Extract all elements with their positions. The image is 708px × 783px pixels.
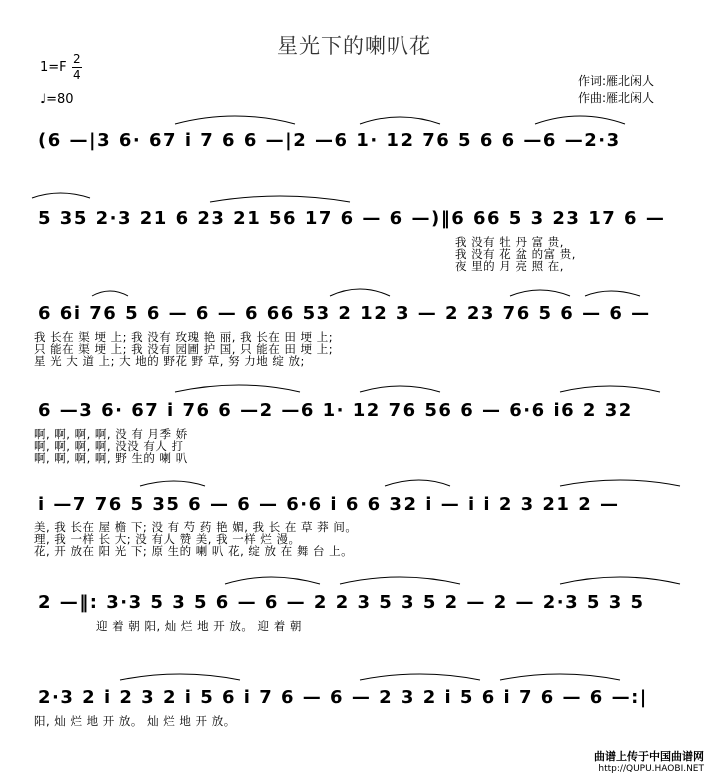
lyric-row-2-line-3: 夜 里的 月 亮 照 在,: [455, 259, 564, 273]
notation-row-6: 2 —‖: 3·3 5 3 5 6 — 6 — 2 2 3 5 3 5 2 — 2 — 2·3 5 3 5: [38, 592, 645, 613]
lyric-row-3-line-2: 只 能在 渠 埂 上; 我 没有 园圃 护 国, 只 能在 田 埂 上;: [34, 342, 334, 356]
lyric-row-4-line-2: 啊, 啊, 啊, 啊, 没没 有人 打: [34, 439, 184, 453]
lyric-row-4-line-3: 啊, 啊, 啊, 啊, 野 生的 喇 叭: [34, 451, 188, 465]
lyricist: 作词:雁北闲人: [578, 74, 655, 88]
notation-row-4: 6 —3 6· 67 i 76 6 —2 —6 1· 12 76 56 6 — 6·6 i6 2 32: [38, 400, 633, 421]
notation-row-7: 2·3 2 i 2 3 2 i 5 6 i 7 6 — 6 — 2 3 2 i 5 6 i 7 6 — 6 —:|: [38, 687, 648, 708]
lyric-row-2-line-2: 我 没有 花 盆 的富 贵,: [455, 247, 576, 261]
lyric-row-4-line-1: 啊, 啊, 啊, 啊, 没 有 月季 娇: [34, 427, 188, 441]
beat-top: 2: [73, 52, 81, 66]
page-title: 星光下的喇叭花: [277, 34, 431, 58]
lyric-row-5-line-1: 美, 我 长在 屋 檐 下; 没 有 芍 药 艳 媚, 我 长 在 草 莽 间。: [34, 520, 358, 534]
lyric-row-6-line-1: 迎 着 朝 阳, 灿 烂 地 开 放。 迎 着 朝: [96, 619, 302, 633]
beat-bottom: 4: [73, 68, 81, 82]
time-signature: [72, 52, 82, 83]
lyric-row-7-line-1: 阳, 灿 烂 地 开 放。 灿 烂 地 开 放。: [34, 714, 236, 728]
notation-row-3: 6 6i 76 5 6 — 6 — 6 66 53 2 12 3 — 2 23 76 5 6 — 6 —: [38, 303, 651, 324]
lyric-row-5-line-3: 花, 开 放在 阳 光 下; 原 生的 喇 叭 花, 绽 放 在 舞 台 上。: [34, 544, 354, 558]
watermark-url: http://QUPU.HAOBI.NET: [598, 764, 704, 774]
lyric-row-2-line-1: 我 没有 牡 丹 富 贵,: [455, 235, 564, 249]
key-signature: 1=F: [40, 60, 67, 75]
notation-row-2: 5 35 2·3 21 6 23 21 56 17 6 — 6 —)‖6 66 5 3 23 17 6 —: [38, 208, 666, 229]
lyric-row-3-line-3: 星 光 大 道 上; 大 地的 野花 野 草, 努 力地 绽 放;: [34, 354, 305, 368]
lyric-row-3-line-1: 我 长在 渠 埂 上; 我 没有 玫瑰 艳 丽, 我 长在 田 埂 上;: [34, 330, 334, 344]
notation-row-5: i —7 76 5 35 6 — 6 — 6·6 i 6 6 32 i — i i 2 3 21 2 —: [38, 494, 620, 515]
site-watermark: [594, 751, 704, 775]
tempo-marking: [40, 92, 74, 107]
composer: 作曲:雁北闲人: [578, 91, 655, 105]
credits: [578, 73, 654, 107]
lyric-row-5-line-2: 理, 我 一样 长 大; 没 有人 赞 美, 我 一样 烂 漫。: [34, 532, 301, 546]
watermark-line-1: 曲谱上传于中国曲谱网: [594, 750, 704, 763]
quarter-note-icon: ♩: [40, 92, 47, 107]
notation-row-1: (6 —|3 6· 67 i 7 6 6 —|2 —6 1· 12 76 5 6 6 —6 —2·3: [38, 130, 621, 151]
tempo-value: =80: [46, 92, 74, 107]
